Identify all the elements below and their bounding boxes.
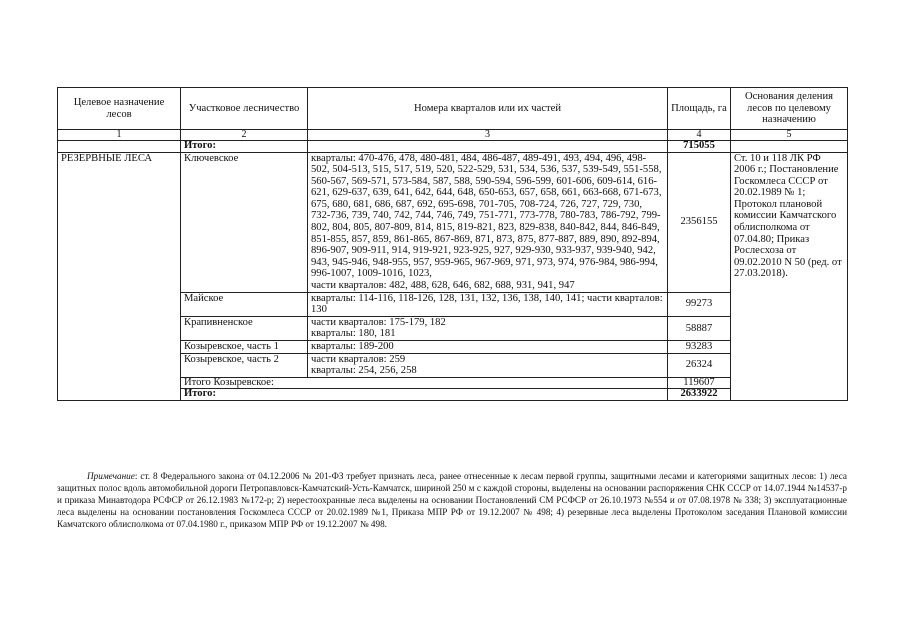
top-total-value: 715055 <box>668 141 731 153</box>
column-number: 5 <box>731 130 848 141</box>
category-cell: РЕЗЕРВНЫЕ ЛЕСА <box>58 152 181 400</box>
column-number: 3 <box>308 130 668 141</box>
forest-table <box>57 87 848 401</box>
quarters-cell <box>308 353 668 377</box>
header-purpose: Целевое назначение лесов <box>58 88 181 130</box>
area-value: 99273 <box>668 292 731 316</box>
quarters-cell <box>308 341 668 354</box>
area-value: 58887 <box>668 316 731 340</box>
column-number: 1 <box>58 130 181 141</box>
quarters-cell <box>308 316 668 340</box>
header-area: Площадь, га <box>668 88 731 130</box>
footnote-lead: Примечание <box>87 471 135 481</box>
bottom-total-value: 2633922 <box>668 389 731 401</box>
quarters-line: части кварталов: 259 <box>311 353 406 365</box>
quarters-line: кварталы: 254, 256, 258 <box>311 365 417 377</box>
header-basis: Основания деления лесов по целевому назначению <box>731 88 848 130</box>
forestry-name: Ключевское <box>181 152 308 292</box>
quarters-line: части кварталов: 175-179, 182 <box>311 316 446 328</box>
quarters-line: части кварталов: 482, 488, 628, 646, 682, 688, 931, 941, 947 <box>311 280 575 292</box>
forestry-name: Козыревское, часть 1 <box>181 341 308 354</box>
quarters-cell <box>308 152 668 292</box>
column-number: 4 <box>668 130 731 141</box>
quarters-line: кварталы: 189-200 <box>311 341 394 352</box>
area-value: 26324 <box>668 353 731 377</box>
basis-cell: Ст. 10 и 118 ЛК РФ 2006 г.; Постановление Госкомлеса СССР от 20.02.1989 № 1; Протокол плановой комиссии Камчатского облисполкома от 07.04.80; Приказ Рослесхоза от 09.02.2010 N 50 (ред. от 27.03.2018). <box>731 152 848 400</box>
column-number: 2 <box>181 130 308 141</box>
empty-cell <box>731 141 848 153</box>
quarters-cell <box>308 292 668 316</box>
empty-cell <box>308 141 668 153</box>
quarters-line: кварталы: 114-116, 118-126, 128, 131, 132, 136, 138, 140, 141; части кварталов: 130 <box>311 292 663 316</box>
top-total-row <box>58 141 848 153</box>
forestry-name: Майское <box>181 292 308 316</box>
footnote <box>57 470 847 530</box>
top-total-label: Итого: <box>181 141 308 153</box>
quarters-line: кварталы: 180, 181 <box>311 328 396 340</box>
forestry-name: Козыревское, часть 2 <box>181 353 308 377</box>
area-value: 2356155 <box>668 152 731 292</box>
quarters-line: кварталы: 470-476, 478, 480-481, 484, 486-487, 489-491, 493, 494, 496, 498-502, 504-513, 515, 517, 519, 520, 522-529, 531, 534, 536, 537, 539-549, 551-558, 560-567, 569-571, 573-584, 587, 588, 590-594, 596-599, 601-606, 609-614, 616-621, 629-637, 639, 641, 642, 644, 648, 650-653, 657, 658, 661, 663-668, 671-673, 675, 680, 681, 686, 687, 692, 695-698, 701-705, 708-724, 726, 727, 729, 730, 732-736, 739, 740, 742, 744, 746, 749, 751-771, 773-778, 780-783, 786-792, 799-802, 804, 805, 807-809, 814, 815, 819-821, 823, 829-838, 840-842, 844, 846-849, 851-855, 857, 859, 861-865, 867-869, 871, 873, 875, 877-887, 889, 890, 892-894, 896-907, 909-911, 914, 919-921, 923-925, 927, 929-930, 933-937, 939-940, 942, 943, 945-946, 948-955, 957, 959-965, 967-969, 971, 973, 974, 976-984, 986-994, 996-1007, 1009-1016, 1023, <box>311 152 662 280</box>
forestry-name: Крапивненское <box>181 316 308 340</box>
empty-cell <box>58 141 181 153</box>
header-forestry: Участковое лесничество <box>181 88 308 130</box>
area-value: 93283 <box>668 341 731 354</box>
bottom-total-label: Итого: <box>181 389 668 401</box>
header-quarters: Номера кварталов или их частей <box>308 88 668 130</box>
table-row <box>58 152 848 292</box>
subtotal-value: 119607 <box>668 377 731 389</box>
footnote-text: : ст. 8 Федерального закона от 04.12.2006 № 201-ФЗ требует признать леса, ранее отнесенные к лесам первой группы, защитными лесами и категориями защитных лесов: 1) леса защитных полос вдоль автомобильной дороги Петропавловск-Камчатский-Усть-Камчатск, шириной 250 м с каждой стороны, выделены на основании распоряжения СНК СССР от 14.07.1944 №14537-р и приказа Минавтодора РСФСР от 26.12.1983 №172-р; 2) нерестоохранные леса выделены на основании Постановлений СМ РСФСР от 26.10.1973 №554 и от 07.08.1978 № 338; 3) эксплуатационные леса выделены на основании постановления Госкомлеса СССР от 20.02.1989 №1, Приказа МПР РФ от 19.12.2007 № 498; 4) резервные леса выделены Протоколом заседания Плановой комиссии Камчатского облисполкома от 07.04.1980 г., приказом МПР РФ от 19.12.2007 № 498. <box>57 471 847 529</box>
header-row <box>58 88 848 130</box>
column-numbers-row <box>58 130 848 141</box>
subtotal-label: Итого Козыревское: <box>181 377 668 389</box>
